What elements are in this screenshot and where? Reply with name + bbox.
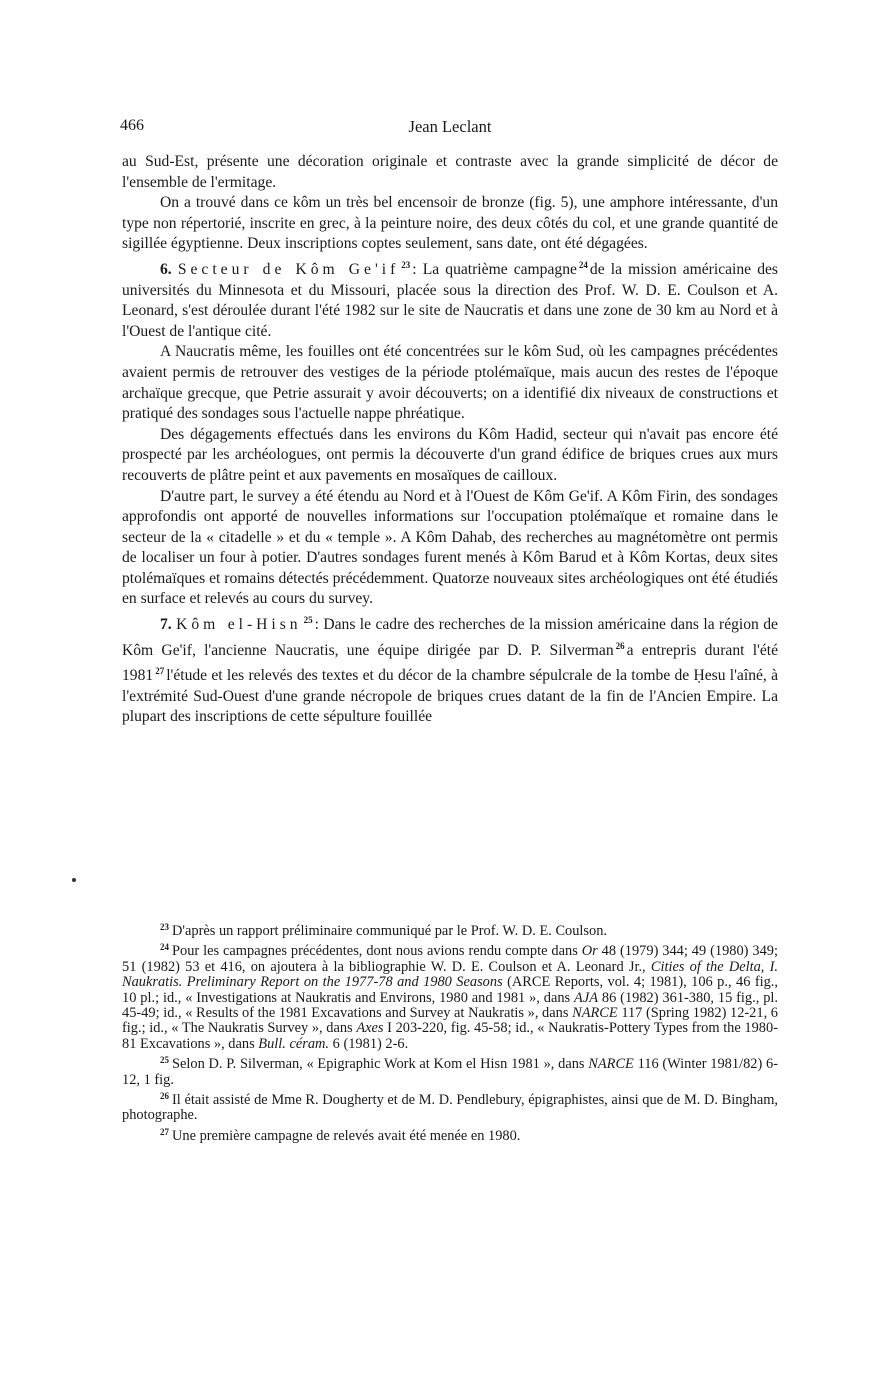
footnote-text: Il était assisté de Mme R. Dougherty et de M. D. Pendlebury, épigraphistes, ainsi que de M. D. Bingham, photographe. [122,1092,778,1124]
journal-title: Or [581,943,598,960]
paragraph: A Naucratis même, les fouilles ont été concentrées sur le kôm Sud, où les campagnes précédentes avaient permis de retrouver des vestiges de la période ptolémaïque, mais aucun des restes de l'époque archaïque grecque, que Petrie assurait y avoir découverts; on a identifié dix niveaux de constructions et pratiqué des sondages sous l'actuelle nappe phréatique. [122,343,778,423]
footnote-text: 116 (Winter 1981/82) 6-12, 1 fig. [122,1056,778,1088]
journal-title: Axes [356,1020,384,1037]
journal-title: Bull. céram. [258,1035,330,1052]
footnote-text: Une première campagne de relevés avait été menée en 1980. [172,1127,521,1144]
footnote-ref: 23 [401,259,411,270]
paragraph: D'autre part, le survey a été étendu au Nord et à l'Ouest de Kôm Ge'if. A Kôm Firin, des sondages approfondis ont apporté de nouvelles informations sur l'occupation ptolémaïque et romaine dans le secteur de la « citadelle » et du « temple ». A Kôm Dahab, des recherches au magnétomètre ont permis de localiser un four à potier. D'autres sondages furent menés à Kôm Barud et à Kôm Kortas, deux sites ptolémaïques et romains détectés précédemment. Quatorze nouveaux sites archéologiques ont été étudiés en surface et relevés au cours du survey. [122,487,778,608]
section-number: 6. [160,260,172,278]
footnote-number: 26 [160,1091,169,1102]
footnote-text: 117 (Spring 1982) 12-21, 6 fig.; id., « The Naukratis Survey », dans [122,1005,778,1037]
journal-title: AJA [574,989,599,1006]
footnote-number: 25 [160,1055,169,1066]
journal-title: NARCE [572,1005,618,1022]
footnote-ref: 24 [578,259,588,270]
footnote-26 [122,1089,778,1124]
section-title: Secteur de Kôm Ge'if [177,260,400,278]
body-text [122,152,778,728]
footnote-ref: 27 [155,666,165,677]
page-number: 466 [120,117,144,134]
paragraph-text: a entrepris durant l'été 1981 [122,641,779,685]
footnote-text: I 203-220, fig. 45-58; id., « Naukratis-Pottery Types from the 1980-81 Excavations », dans [122,1020,778,1052]
paragraph-text: : La quatrième campagne [412,260,577,278]
footnote-text: (ARCE Reports, vol. 4; 1981), 106 p., 46 fig., 10 pl.; id., « Investigations at Naukratis and Environs, 1980 and 1981 », dans [122,974,778,1006]
footnote-text: 86 (1982) 361-380, 15 fig., pl. 45-49; id., « Results of the 1981 Excavations and Survey at Naukratis », dans [122,989,778,1022]
footnotes [122,920,778,1145]
margin-mark [72,878,76,882]
footnote-number: 24 [160,942,169,953]
paragraph-text: de la mission américaine des universités du Minnesota et du Missouri, placée sous la direction des Prof. W. D. E. Coulson et A. Leonard, s'est déroulée durant l'été 1982 sur le site de Naucratis et dans une zone de 30 km au Nord et à l'Ouest de l'antique cité. [122,260,778,340]
page-header [120,117,780,139]
paragraph: au Sud-Est, présente une décoration originale et contraste avec la grande simplicité de décor de l'ensemble de l'ermitage. [122,153,778,191]
paragraph-text: l'étude et les relevés des textes et du décor de la chambre sépulcrale de la tombe de Ḥesu l'aîné, à l'extrémité Sud-Ouest d'une grande nécropole de briques crues datant de la fin de l'Ancien Empire. La plupart des inscriptions de cette sépulture fouillée [122,667,778,726]
section-title: Kôm el-Hisn [176,616,302,634]
footnote-text: D'après un rapport préliminaire communiqué par le Prof. W. D. E. Coulson. [172,923,608,939]
section-number: 7. [160,616,172,634]
footnote-number: 23 [160,922,169,932]
footnote-text: 6 (1981) 2-6. [332,1035,409,1052]
footnote-23 [122,920,778,939]
footnote-text: Pour les campagnes précédentes, dont nous avions rendu compte dans [172,943,578,960]
paragraph: On a trouvé dans ce kôm un très bel encensoir de bronze (fig. 5), une amphore intéressante, d'un type non répertorié, inscrite en grec, à la peinture noire, des deux côtés du col, et une grande quantité de sigillée égyptienne. Deux inscriptions coptes seulement, sans date, ont été dégagées. [122,194,778,253]
footnote-27 [122,1125,778,1144]
paragraph: Des dégagements effectués dans les environs du Kôm Hadid, secteur qui n'avait pas encore été prospecté par les archéologues, ont permis la découverte d'un grand édifice de briques crues aux murs recouverts de plâtre peint et aux pavements en mosaïques de cailloux. [122,425,778,484]
section-7-paragraph [122,610,778,728]
footnote-25 [122,1053,778,1088]
footnote-number: 27 [160,1126,169,1137]
running-head: Jean Leclant [408,117,492,136]
journal-title: NARCE [588,1056,634,1073]
footnote-text: 48 (1979) 344; 49 (1980) 349; 51 (1982) 53 et 416, on ajoutera à la bibliographie W. D. E. Coulson et A. Leonard Jr., [122,943,778,975]
paragraph-text: : Dans le cadre des recherches de la mission américaine dans la région de Kôm Ge'if, l'ancienne Naucratis, une équipe dirigée par D. P. Silverman [122,616,778,659]
footnote-text: Selon D. P. Silverman, « Epigraphic Work at Kom el Hisn 1981 », dans [172,1056,585,1073]
section-6-paragraph [122,255,778,342]
footnote-24 [122,940,778,1052]
book-title: Cities of the Delta, I. Naukratis. Preliminary Report on the 1977-78 and 1980 Seasons [122,958,778,991]
footnote-ref: 26 [615,640,625,651]
footnote-ref: 25 [303,615,313,626]
